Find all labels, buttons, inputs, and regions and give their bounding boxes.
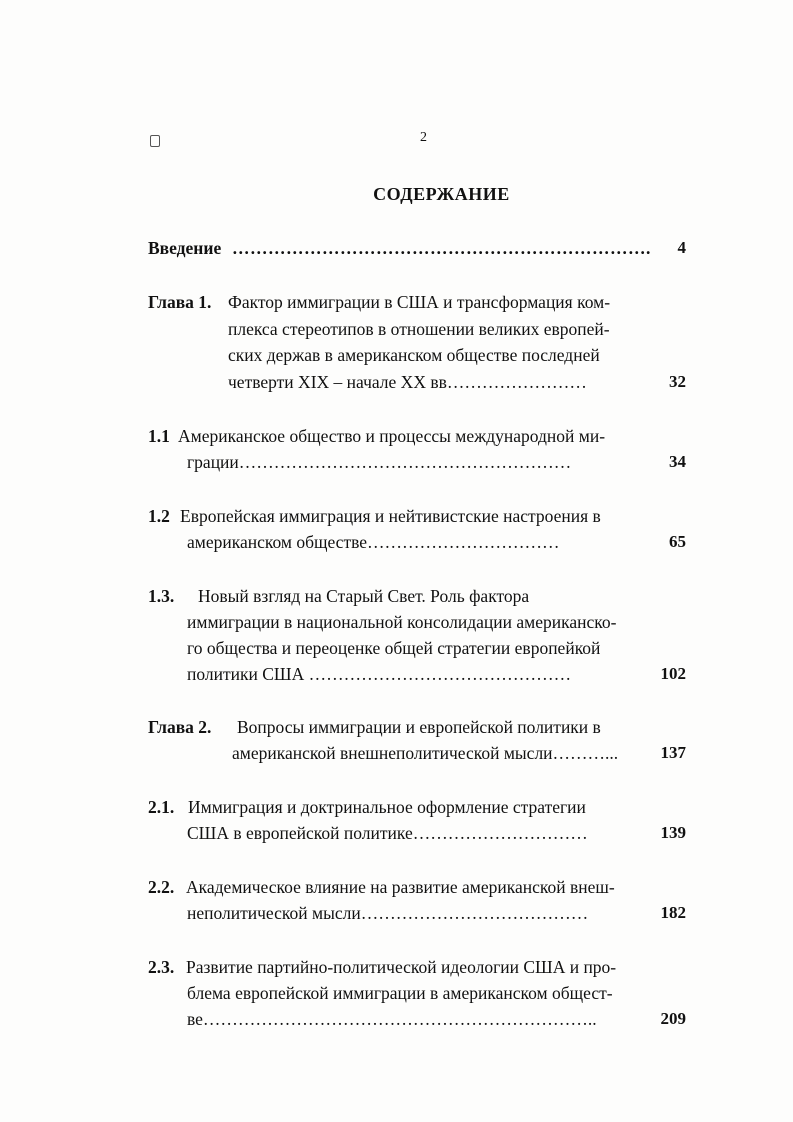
page-number: 2 xyxy=(420,130,427,145)
toc-page-number: 34 xyxy=(669,452,686,471)
toc-page-number: 4 xyxy=(677,238,686,257)
toc-entry-text: ве………………………………………………………….. xyxy=(187,1009,597,1029)
toc-entry-text: американской внешнеполитической мысли………... xyxy=(232,743,619,763)
toc-entry-text: иммиграции в национальной консолидации американско- xyxy=(187,612,617,632)
toc-entry-label: Введение xyxy=(148,238,222,258)
toc-page-number: 182 xyxy=(660,903,686,922)
toc-dot-leader: ……………………………………………………………. xyxy=(232,238,651,258)
toc-entry-text: Фактор иммиграции в США и трансформация ком- xyxy=(228,292,611,312)
toc-entry-text: политики США ……………………………………… xyxy=(187,664,572,684)
toc-entry-label: Глава 2. xyxy=(148,717,212,737)
toc-entry-text: Академическое влияние на развитие американской внеш- xyxy=(186,877,615,897)
toc-entry-text: плекса стереотипов в отношении великих европей- xyxy=(228,319,610,339)
toc-entry-label: 2.3. xyxy=(148,957,175,977)
toc-page-number: 65 xyxy=(669,532,686,551)
toc-page-number: 32 xyxy=(669,372,686,391)
page-title: СОДЕРЖАНИЕ xyxy=(373,184,510,204)
toc-entry-text: неполитической мысли………………………………… xyxy=(187,903,589,923)
toc-page-number: 137 xyxy=(660,743,686,762)
toc-entry-text: Иммиграция и доктринальное оформление стратегии xyxy=(188,797,586,817)
toc-entry-label: 2.1. xyxy=(148,797,175,817)
checkbox-icon xyxy=(150,135,160,147)
toc-entry-text: го общества и переоценке общей стратегии европейкой xyxy=(187,638,601,658)
toc-entry-text: грации………………………………………………… xyxy=(187,452,572,472)
toc-entry-text: блема европейской иммиграции в американском общест- xyxy=(187,983,613,1003)
toc-entry-text: Американское общество и процессы международной ми- xyxy=(178,426,606,446)
toc-entry-label: 1.1 xyxy=(148,426,170,446)
toc-page-number: 102 xyxy=(660,664,686,683)
toc-entry-label: 1.3. xyxy=(148,586,175,606)
toc-entry-text: четверти XIX – начале XX вв…………………… xyxy=(228,372,587,392)
toc-entry-text: Развитие партийно-политической идеологии США и про- xyxy=(186,957,617,977)
toc-entry-text: США в европейской политике………………………… xyxy=(187,823,588,843)
toc-entry-label: 1.2 xyxy=(148,506,170,526)
toc-page-number: 139 xyxy=(660,823,686,842)
toc-page-number: 209 xyxy=(660,1009,686,1028)
toc-entry-text: Вопросы иммиграции и европейской политики в xyxy=(237,717,601,737)
toc-entry-text: ских держав в американском обществе последней xyxy=(228,345,600,365)
toc-entry-text: Европейская иммиграция и нейтивистские настроения в xyxy=(180,506,601,526)
toc-entry-label: Глава 1. xyxy=(148,292,212,312)
toc-entry-label: 2.2. xyxy=(148,877,175,897)
toc-entry-text: Новый взгляд на Старый Свет. Роль фактора xyxy=(198,586,530,606)
toc-entry-text: американском обществе…………………………… xyxy=(187,532,560,552)
